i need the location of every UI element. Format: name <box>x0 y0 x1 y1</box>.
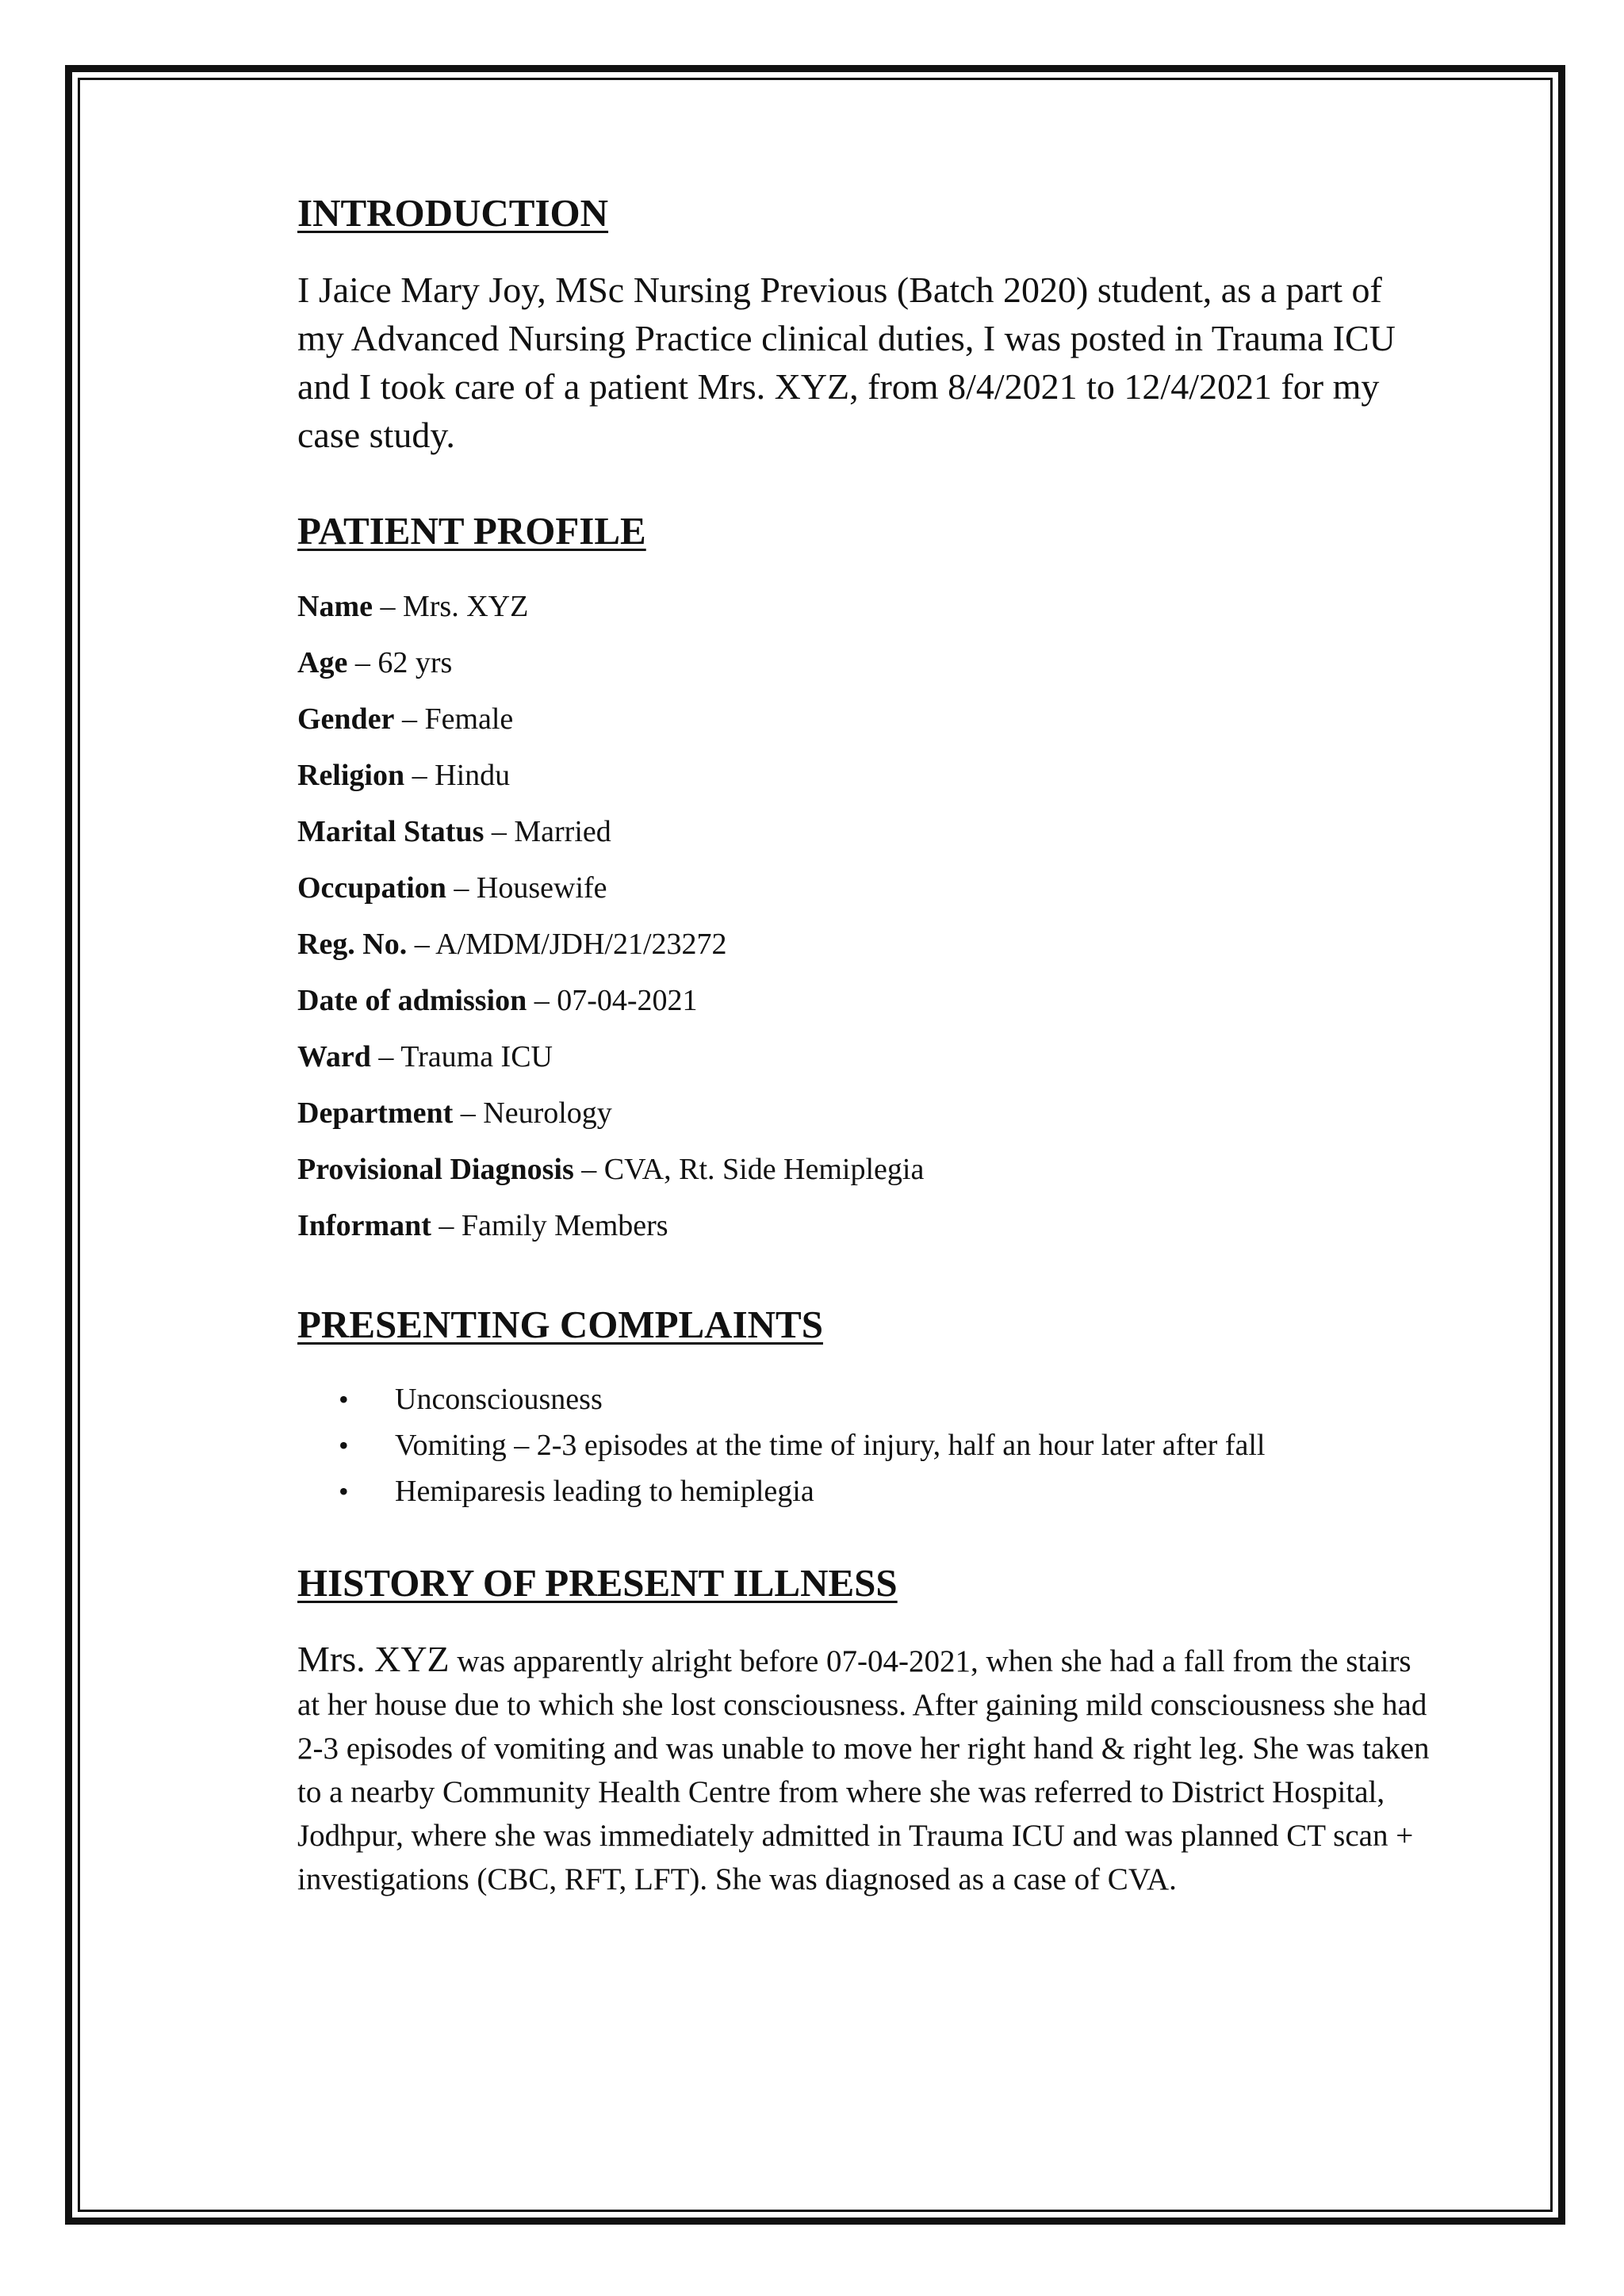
profile-row-provisional-diagnosis <box>297 1142 1455 1198</box>
history-heading: HISTORY OF PRESENT ILLNESS <box>297 1561 898 1605</box>
profile-label: Informant <box>297 1208 431 1242</box>
complaint-item <box>297 1376 1455 1422</box>
profile-row-reg-no <box>297 916 1455 973</box>
bullet-icon: • <box>339 1475 349 1508</box>
profile-value: CVA, Rt. Side Hemiplegia <box>603 1152 925 1186</box>
profile-label: Gender <box>297 702 395 736</box>
document-body <box>297 190 1455 1901</box>
profile-label: Occupation <box>297 871 446 905</box>
profile-row-occupation <box>297 860 1455 916</box>
profile-separator: – <box>404 758 435 792</box>
profile-row-marital-status <box>297 804 1455 860</box>
profile-value: Neurology <box>483 1096 612 1130</box>
profile-value: Trauma ICU <box>400 1039 553 1073</box>
profile-label: Department <box>297 1096 454 1130</box>
profile-label: Name <box>297 589 373 623</box>
introduction-text: I Jaice Mary Joy, MSc Nursing Previous (Batch 2020) student, as a part of my Advanced Nursing Practice clinical duties, I was posted in Trauma ICU and I took care of a patient Mrs. XYZ, from 8/4/2021 to 12/4/2021 for my case study. <box>297 269 1396 455</box>
profile-separator: – <box>347 645 378 679</box>
complaint-item <box>297 1422 1455 1468</box>
profile-separator: – <box>484 814 515 848</box>
profile-label: Religion <box>297 758 405 792</box>
profile-row-date-of-admission <box>297 973 1455 1029</box>
profile-value: Hindu <box>435 758 511 792</box>
profile-separator: – <box>527 983 557 1017</box>
profile-separator: – <box>446 871 477 905</box>
complaint-text: Hemiparesis leading to hemiplegia <box>395 1475 814 1509</box>
presenting-complaints-list <box>297 1376 1455 1514</box>
profile-separator: – <box>453 1096 484 1130</box>
profile-value: Family Members <box>461 1208 668 1242</box>
profile-separator: – <box>394 702 425 736</box>
complaint-text: Vomiting – 2-3 episodes at the time of injury, half an hour later after fall <box>395 1429 1266 1463</box>
profile-label: Date of admission <box>297 983 527 1017</box>
profile-label: Provisional Diagnosis <box>297 1152 574 1186</box>
complaint-item <box>297 1468 1455 1514</box>
complaint-text: Unconsciousness <box>395 1383 603 1417</box>
introduction-heading: INTRODUCTION <box>297 191 609 235</box>
profile-row-department <box>297 1085 1455 1142</box>
patient-profile-heading: PATIENT PROFILE <box>297 508 646 553</box>
profile-label: Reg. No. <box>297 927 408 961</box>
profile-value: Married <box>514 814 611 848</box>
history-lead: Mrs. XYZ <box>297 1639 450 1680</box>
history-body: was apparently alright before 07-04-2021, when she had a fall from the stairs at her house due to which she lost consciousness. After gaining mild consciousness she had 2-3 episodes of vomiting and was unable to move her right hand & right leg. She was taken to a nearby Community Health Centre from where she was referred to District Hospital, Jodhpur, where she was immediately admitted in Trauma ICU and was planned CT scan + investigations (CBC, RFT, LFT). She was diagnosed as a case of CVA. <box>297 1644 1430 1897</box>
profile-separator: – <box>573 1152 604 1186</box>
profile-value: Female <box>424 702 514 736</box>
profile-value: 07-04-2021 <box>557 983 698 1017</box>
profile-value: Housewife <box>476 871 607 905</box>
profile-value: 62 yrs <box>377 645 453 679</box>
profile-value: A/MDM/JDH/21/23272 <box>435 927 727 961</box>
patient-profile-list <box>297 579 1455 1254</box>
profile-label: Ward <box>297 1039 371 1073</box>
profile-row-religion <box>297 748 1455 804</box>
profile-row-age <box>297 635 1455 691</box>
bullet-icon: • <box>339 1429 349 1462</box>
profile-row-name <box>297 579 1455 635</box>
profile-label: Marital Status <box>297 814 485 848</box>
presenting-complaints-heading: PRESENTING COMPLAINTS <box>297 1302 823 1346</box>
profile-separator: – <box>407 927 436 961</box>
profile-row-gender <box>297 691 1455 748</box>
profile-separator: – <box>372 589 403 623</box>
profile-separator: – <box>370 1039 401 1073</box>
profile-value: Mrs. XYZ <box>402 589 529 623</box>
profile-separator: – <box>431 1208 462 1242</box>
history-text <box>297 1637 1439 1901</box>
profile-row-ward <box>297 1029 1455 1085</box>
bullet-icon: • <box>339 1383 349 1416</box>
profile-label: Age <box>297 645 348 679</box>
profile-row-informant <box>297 1198 1455 1254</box>
